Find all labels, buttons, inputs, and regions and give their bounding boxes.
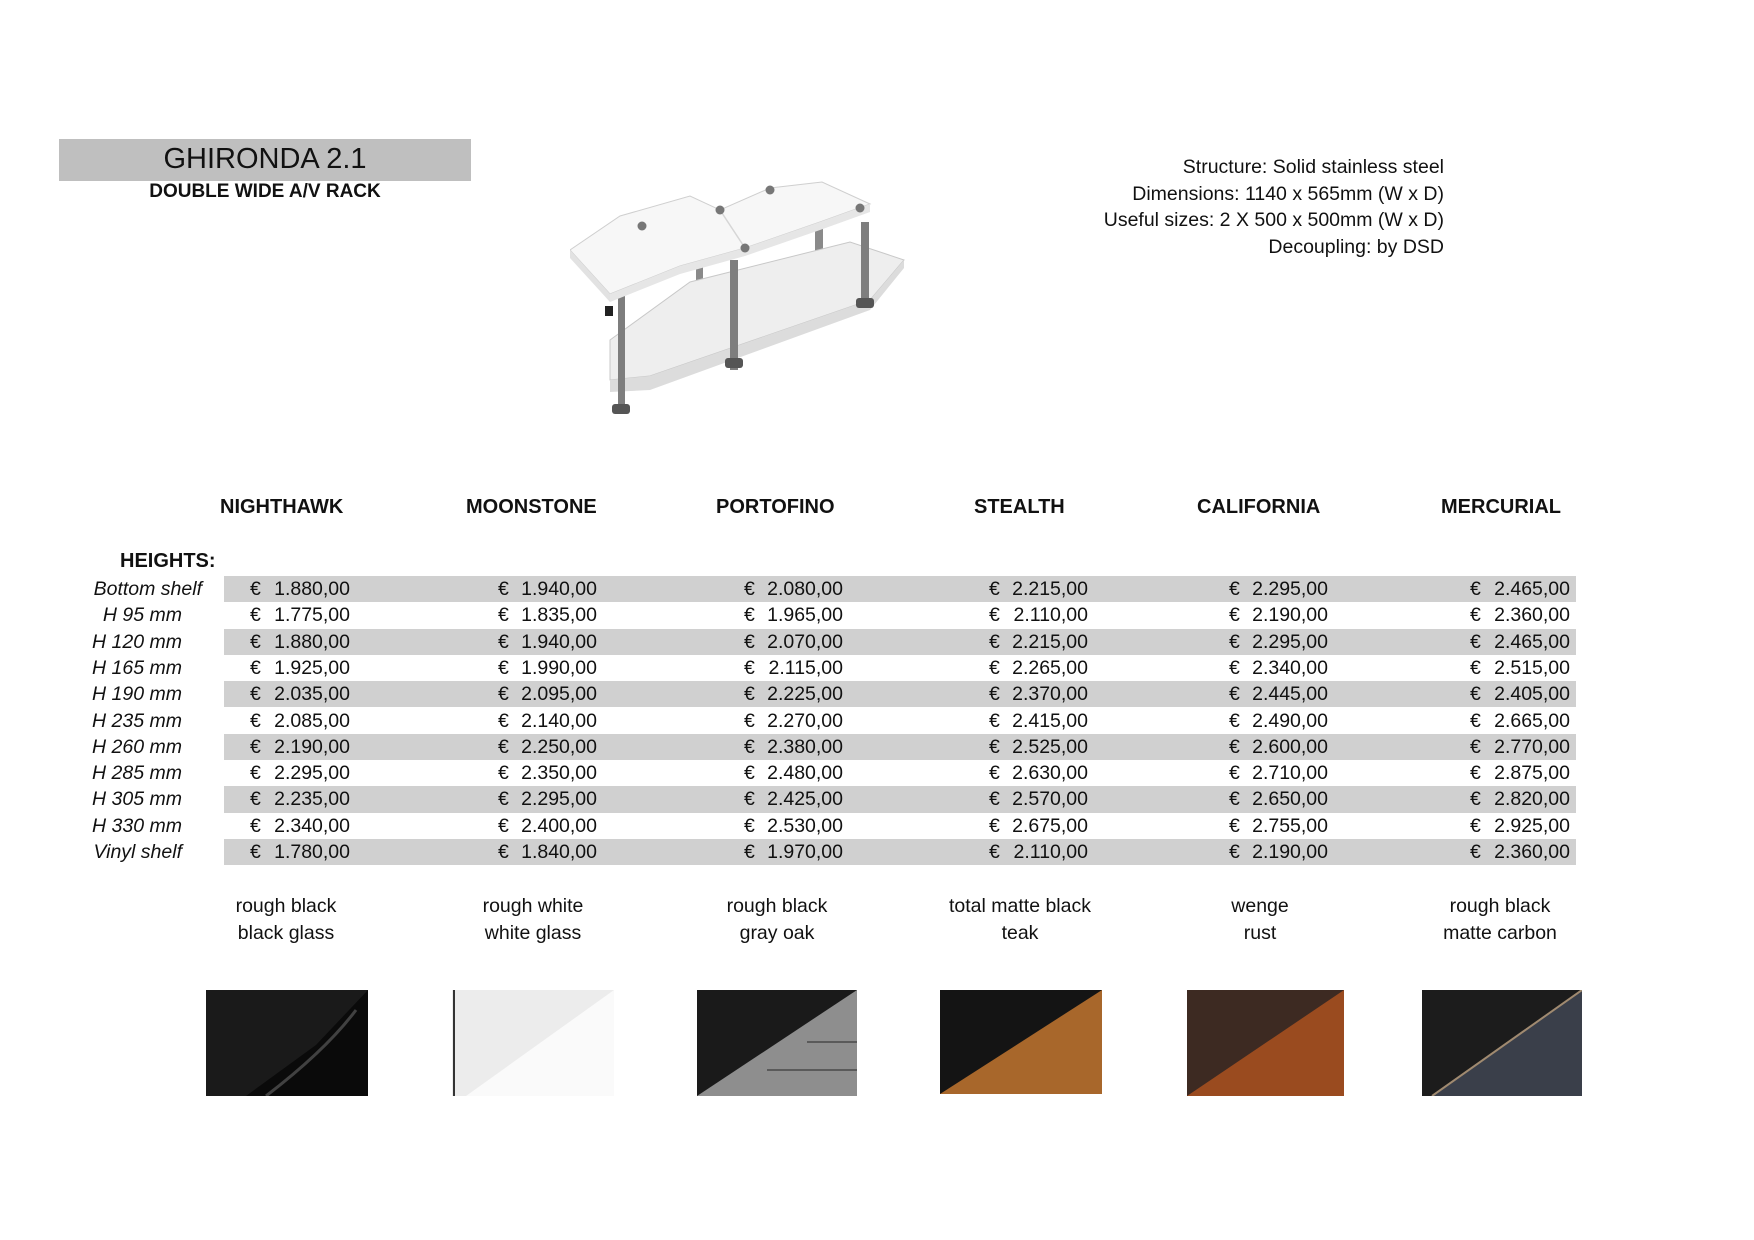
table-row <box>70 786 1576 812</box>
finish-moonstone <box>423 893 643 946</box>
price-amount: 2.925,00 <box>1494 814 1570 837</box>
price-amount: 1.965,00 <box>767 604 843 627</box>
finish-portofino <box>667 893 887 946</box>
price-amount: 2.360,00 <box>1494 604 1570 627</box>
col-nighthawk: NIGHTHAWK <box>220 496 344 518</box>
currency-symbol: € <box>989 656 1000 679</box>
finish-line2: teak <box>1001 921 1039 944</box>
currency-symbol: € <box>989 841 1000 863</box>
price-amount: 2.480,00 <box>767 762 843 785</box>
swatch-mercurial <box>1422 990 1582 1096</box>
table-row <box>70 602 1576 628</box>
currency-symbol: € <box>498 630 509 653</box>
price-amount: 2.110,00 <box>1013 841 1088 863</box>
spec-useful-sizes: Useful sizes: 2 X 500 x 500mm (W x D) <box>1103 209 1444 231</box>
price-amount: 2.250,00 <box>521 735 597 758</box>
heights-label: HEIGHTS: <box>120 550 216 572</box>
currency-symbol: € <box>1229 656 1240 679</box>
currency-symbol: € <box>498 735 509 758</box>
currency-symbol: € <box>989 788 1000 811</box>
currency-symbol: € <box>744 656 755 679</box>
price-amount: 2.265,00 <box>1012 656 1088 679</box>
swatch-moonstone <box>452 990 614 1096</box>
currency-symbol: € <box>1470 735 1481 758</box>
finish-line2: matte carbon <box>1443 921 1557 944</box>
price-amount: 2.405,00 <box>1494 683 1570 706</box>
col-moonstone: MOONSTONE <box>466 496 597 518</box>
finish-line1: rough black <box>726 895 828 917</box>
price-amount: 2.070,00 <box>767 630 843 653</box>
currency-symbol: € <box>1229 683 1240 706</box>
price-amount: 2.445,00 <box>1252 683 1328 706</box>
price-amount: 2.530,00 <box>767 814 843 837</box>
finish-california <box>1150 893 1370 946</box>
price-amount: 2.095,00 <box>521 683 597 706</box>
currency-symbol: € <box>250 735 261 758</box>
price-amount: 2.770,00 <box>1494 735 1570 758</box>
row-band <box>224 629 1576 655</box>
row-label: H 190 mm <box>92 683 182 706</box>
table-row <box>70 813 1576 839</box>
price-amount: 2.270,00 <box>767 709 843 732</box>
currency-symbol: € <box>1229 788 1240 811</box>
product-title: GHIRONDA 2.1 <box>59 139 471 181</box>
finish-mercurial <box>1390 893 1610 946</box>
price-amount: 1.940,00 <box>521 578 597 600</box>
currency-symbol: € <box>250 630 261 653</box>
currency-symbol: € <box>1470 630 1481 653</box>
price-amount: 2.665,00 <box>1494 709 1570 732</box>
currency-symbol: € <box>744 788 755 811</box>
price-amount: 2.875,00 <box>1494 762 1570 785</box>
currency-symbol: € <box>744 841 755 863</box>
rack-product-image <box>570 170 950 450</box>
price-amount: 2.295,00 <box>1252 630 1328 653</box>
row-label: H 260 mm <box>92 735 182 758</box>
currency-symbol: € <box>250 814 261 837</box>
currency-symbol: € <box>989 630 1000 653</box>
price-amount: 2.710,00 <box>1252 762 1328 785</box>
currency-symbol: € <box>989 604 1000 627</box>
col-portofino: PORTOFINO <box>716 496 835 518</box>
price-amount: 1.970,00 <box>767 841 843 863</box>
price-amount: 2.110,00 <box>1013 604 1088 627</box>
currency-symbol: € <box>498 656 509 679</box>
row-band <box>224 760 1576 786</box>
price-amount: 1.990,00 <box>521 656 597 679</box>
price-amount: 1.835,00 <box>521 604 597 627</box>
price-amount: 2.035,00 <box>274 683 350 706</box>
price-amount: 1.840,00 <box>521 841 597 863</box>
table-row <box>70 681 1576 707</box>
swatch-stealth <box>940 990 1102 1094</box>
table-row <box>70 839 1576 865</box>
price-amount: 2.350,00 <box>521 762 597 785</box>
swatch-nighthawk <box>206 990 368 1096</box>
currency-symbol: € <box>744 735 755 758</box>
row-band <box>224 813 1576 839</box>
currency-symbol: € <box>989 683 1000 706</box>
price-amount: 2.360,00 <box>1494 841 1570 863</box>
currency-symbol: € <box>1470 656 1481 679</box>
currency-symbol: € <box>250 656 261 679</box>
row-band <box>224 655 1576 681</box>
currency-symbol: € <box>498 709 509 732</box>
price-amount: 2.340,00 <box>1252 656 1328 679</box>
currency-symbol: € <box>1470 604 1481 627</box>
price-amount: 2.295,00 <box>521 788 597 811</box>
row-label: H 305 mm <box>92 788 182 811</box>
table-row <box>70 734 1576 760</box>
table-row <box>70 760 1576 786</box>
row-band <box>224 708 1576 734</box>
specs-block <box>1104 154 1444 260</box>
price-amount: 2.295,00 <box>1252 578 1328 600</box>
table-row <box>70 629 1576 655</box>
currency-symbol: € <box>498 683 509 706</box>
currency-symbol: € <box>989 814 1000 837</box>
price-amount: 2.755,00 <box>1252 814 1328 837</box>
price-amount: 1.775,00 <box>274 604 350 627</box>
currency-symbol: € <box>498 604 509 627</box>
currency-symbol: € <box>1229 578 1240 600</box>
currency-symbol: € <box>744 762 755 785</box>
finish-line2: rust <box>1243 921 1277 944</box>
currency-symbol: € <box>1229 604 1240 627</box>
price-amount: 1.940,00 <box>521 630 597 653</box>
price-amount: 2.415,00 <box>1012 709 1088 732</box>
finish-line1: wenge <box>1231 895 1289 917</box>
currency-symbol: € <box>498 814 509 837</box>
currency-symbol: € <box>1229 735 1240 758</box>
row-band <box>224 786 1576 812</box>
currency-symbol: € <box>498 788 509 811</box>
price-amount: 2.425,00 <box>767 788 843 811</box>
price-amount: 2.600,00 <box>1252 735 1328 758</box>
row-band <box>224 734 1576 760</box>
price-amount: 2.650,00 <box>1252 788 1328 811</box>
price-amount: 2.570,00 <box>1012 788 1088 811</box>
row-label: Bottom shelf <box>93 578 202 600</box>
price-amount: 2.115,00 <box>768 656 843 679</box>
row-band <box>224 681 1576 707</box>
currency-symbol: € <box>1229 709 1240 732</box>
currency-symbol: € <box>1470 788 1481 811</box>
currency-symbol: € <box>498 578 509 600</box>
currency-symbol: € <box>1470 762 1481 785</box>
price-amount: 2.380,00 <box>767 735 843 758</box>
finish-line1: rough black <box>235 895 337 917</box>
finish-line2: gray oak <box>739 921 815 944</box>
price-amount: 2.085,00 <box>274 709 350 732</box>
table-row <box>70 655 1576 681</box>
row-label: H 330 mm <box>92 814 182 837</box>
price-amount: 2.190,00 <box>1252 604 1328 627</box>
price-amount: 2.525,00 <box>1012 735 1088 758</box>
price-amount: 2.190,00 <box>1252 841 1328 863</box>
finish-line1: rough white <box>482 895 584 917</box>
price-amount: 2.465,00 <box>1494 578 1570 600</box>
currency-symbol: € <box>498 762 509 785</box>
currency-symbol: € <box>744 709 755 732</box>
currency-symbol: € <box>1229 630 1240 653</box>
swatch-california <box>1187 990 1344 1096</box>
finish-line2: white glass <box>484 921 582 944</box>
price-amount: 2.140,00 <box>521 709 597 732</box>
currency-symbol: € <box>989 735 1000 758</box>
currency-symbol: € <box>989 709 1000 732</box>
currency-symbol: € <box>989 578 1000 600</box>
finish-nighthawk <box>176 893 396 946</box>
col-stealth: STEALTH <box>974 496 1065 518</box>
finish-line1: total matte black <box>949 895 1091 917</box>
currency-symbol: € <box>250 709 261 732</box>
currency-symbol: € <box>250 604 261 627</box>
row-band <box>224 839 1576 865</box>
currency-symbol: € <box>250 841 261 863</box>
currency-symbol: € <box>250 578 261 600</box>
price-amount: 1.925,00 <box>274 656 350 679</box>
currency-symbol: € <box>250 788 261 811</box>
price-amount: 2.295,00 <box>274 762 350 785</box>
price-amount: 1.880,00 <box>274 630 350 653</box>
currency-symbol: € <box>989 762 1000 785</box>
price-amount: 2.630,00 <box>1012 762 1088 785</box>
spec-dimensions: Dimensions: 1140 x 565mm (W x D) <box>1132 182 1444 205</box>
spec-decoupling: Decoupling: by DSD <box>1268 235 1444 258</box>
row-label: H 165 mm <box>92 656 182 679</box>
price-amount: 2.490,00 <box>1252 709 1328 732</box>
price-amount: 1.880,00 <box>274 578 350 600</box>
currency-symbol: € <box>744 630 755 653</box>
currency-symbol: € <box>744 604 755 627</box>
swatch-portofino <box>697 990 857 1096</box>
currency-symbol: € <box>1470 578 1481 600</box>
table-row <box>70 708 1576 734</box>
currency-symbol: € <box>1470 814 1481 837</box>
currency-symbol: € <box>498 841 509 863</box>
currency-symbol: € <box>744 683 755 706</box>
price-amount: 2.190,00 <box>274 735 350 758</box>
currency-symbol: € <box>250 683 261 706</box>
currency-symbol: € <box>1229 814 1240 837</box>
price-amount: 2.215,00 <box>1012 630 1088 653</box>
currency-symbol: € <box>1470 841 1481 863</box>
col-mercurial: MERCURIAL <box>1441 496 1561 518</box>
price-amount: 2.515,00 <box>1494 656 1570 679</box>
col-california: CALIFORNIA <box>1197 496 1321 518</box>
price-amount: 2.675,00 <box>1012 814 1088 837</box>
spec-structure: Structure: Solid stainless steel <box>1182 156 1444 178</box>
price-amount: 2.225,00 <box>767 683 843 706</box>
price-amount: 2.340,00 <box>274 814 350 837</box>
price-amount: 2.400,00 <box>521 814 597 837</box>
price-amount: 1.780,00 <box>274 841 350 863</box>
row-label: Vinyl shelf <box>93 841 182 863</box>
currency-symbol: € <box>250 762 261 785</box>
currency-symbol: € <box>1470 709 1481 732</box>
currency-symbol: € <box>744 578 755 600</box>
currency-symbol: € <box>1229 841 1240 863</box>
currency-symbol: € <box>744 814 755 837</box>
currency-symbol: € <box>1229 762 1240 785</box>
price-amount: 2.235,00 <box>274 788 350 811</box>
price-amount: 2.820,00 <box>1494 788 1570 811</box>
row-label: H 95 mm <box>102 604 182 627</box>
finish-stealth <box>910 893 1130 946</box>
row-label: H 285 mm <box>92 762 182 785</box>
price-amount: 2.080,00 <box>767 578 843 600</box>
currency-symbol: € <box>1470 683 1481 706</box>
product-subtitle: DOUBLE WIDE A/V RACK <box>149 181 381 202</box>
price-amount: 2.215,00 <box>1012 578 1088 600</box>
row-band <box>224 576 1576 602</box>
table-row <box>70 576 1576 602</box>
row-label: H 120 mm <box>92 630 182 653</box>
row-label: H 235 mm <box>92 709 182 732</box>
finish-line2: black glass <box>237 921 335 944</box>
price-amount: 2.465,00 <box>1494 630 1570 653</box>
price-amount: 2.370,00 <box>1012 683 1088 706</box>
row-band <box>224 602 1576 628</box>
finish-line1: rough black <box>1449 895 1551 917</box>
